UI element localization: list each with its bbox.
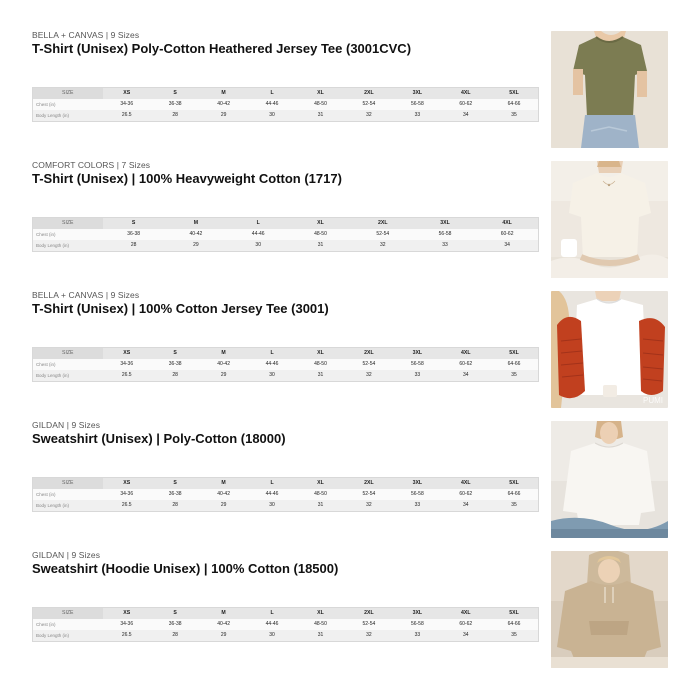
table-row <box>33 359 539 370</box>
size-column-header: 3XL <box>412 480 423 486</box>
table-cell: 31 <box>317 372 324 378</box>
table-cell: 60-62 <box>459 361 473 367</box>
table-cell: 28 <box>172 632 178 638</box>
table-cell: 32 <box>366 502 372 508</box>
table-cell: 29 <box>220 632 227 638</box>
row-label: Chest (in) <box>36 232 56 237</box>
table-cell: 35 <box>511 112 517 118</box>
table-cell: 40-42 <box>217 621 230 627</box>
table-row <box>33 99 539 110</box>
size-chart <box>32 477 539 512</box>
table-cell: 29 <box>220 372 227 378</box>
size-column-header: 5XL <box>509 480 519 486</box>
table-cell: 30 <box>269 112 275 118</box>
table-cell: 34 <box>463 632 469 638</box>
size-column-header: XS <box>123 610 131 616</box>
table-row <box>33 500 539 512</box>
product-title: T-Shirt (Unisex) | 100% Heavyweight Cotton (1717) <box>32 171 342 186</box>
row-label: Chest (in) <box>36 362 56 367</box>
table-cell: 48-50 <box>314 361 327 367</box>
size-label: SIZE <box>33 348 103 360</box>
size-header-row <box>33 88 539 100</box>
size-label: SIZE <box>33 218 103 230</box>
table-cell: 31 <box>317 502 324 508</box>
table-cell: 29 <box>220 112 227 118</box>
size-chart <box>32 217 539 252</box>
table-cell: 36-38 <box>168 101 182 107</box>
size-column-header: L <box>270 610 274 616</box>
table-cell: 48-50 <box>314 621 327 627</box>
product-title: Sweatshirt (Hoodie Unisex) | 100% Cotton (18500) <box>32 561 339 576</box>
table-cell: 30 <box>269 372 275 378</box>
table-cell: 29 <box>220 502 227 508</box>
table-cell: 44-46 <box>265 361 279 367</box>
size-column-header: XS <box>123 480 131 486</box>
row-label: Body Length (in) <box>36 243 70 248</box>
table-cell: 52-54 <box>362 101 376 107</box>
size-column-header: 2XL <box>364 350 374 356</box>
table-cell: 40-42 <box>217 361 230 367</box>
size-column-header: XL <box>317 480 324 486</box>
product-photo-sand-hoodie <box>551 551 668 668</box>
brand-line: BELLA + CANVAS | 9 Sizes <box>32 290 140 300</box>
row-label: Body Length (in) <box>36 113 70 118</box>
size-column-header: 4XL <box>502 220 512 226</box>
table-cell: 36-38 <box>168 361 182 367</box>
product-title: T-Shirt (Unisex) Poly-Cotton Heathered Jersey Tee (3001CVC) <box>32 41 412 56</box>
table-cell: 56-58 <box>410 621 424 627</box>
size-column-header: 4XL <box>461 350 471 356</box>
size-column-header: 5XL <box>509 90 519 96</box>
size-label: SIZE <box>33 88 103 100</box>
size-column-header: XL <box>317 220 324 226</box>
row-label: Chest (in) <box>36 622 56 627</box>
table-cell: 32 <box>366 372 372 378</box>
size-header-row <box>33 608 539 620</box>
size-column-header: S <box>131 220 136 226</box>
table-cell: 31 <box>317 632 324 638</box>
table-cell: 48-50 <box>314 491 327 497</box>
table-row <box>33 619 539 630</box>
table-cell: 34-36 <box>120 621 134 627</box>
table-cell: 64-66 <box>507 491 521 497</box>
table-cell: 32 <box>379 242 386 248</box>
photo-watermark: PUMI <box>643 396 663 405</box>
table-cell: 30 <box>269 502 275 508</box>
table-cell: 34 <box>504 242 510 248</box>
table-row <box>33 110 539 122</box>
table-cell: 40-42 <box>217 491 230 497</box>
table-row <box>33 370 539 382</box>
table-cell: 40-42 <box>217 101 230 107</box>
table-cell: 32 <box>366 632 372 638</box>
table-cell: 48-50 <box>314 101 327 107</box>
table-cell: 28 <box>172 502 178 508</box>
table-cell: 35 <box>511 632 517 638</box>
table-cell: 56-58 <box>410 491 424 497</box>
size-column-header: M <box>221 610 226 616</box>
row-label: Body Length (in) <box>36 633 70 638</box>
size-column-header: L <box>270 480 274 486</box>
size-column-header: 3XL <box>412 350 423 356</box>
table-cell: 31 <box>317 242 324 248</box>
table-cell: 33 <box>414 372 421 378</box>
size-column-header: L <box>270 90 274 96</box>
size-column-header: XS <box>123 350 131 356</box>
table-cell: 56-58 <box>410 101 424 107</box>
table-cell: 56-58 <box>410 361 424 367</box>
olive-tee-model-image <box>551 31 668 148</box>
size-column-header: L <box>270 350 274 356</box>
size-column-header: M <box>221 480 226 486</box>
size-chart <box>32 607 539 642</box>
size-column-header: 5XL <box>509 610 519 616</box>
product-3001cvc <box>0 24 700 154</box>
table-cell: 52-54 <box>362 361 376 367</box>
size-column-header: S <box>173 350 177 356</box>
size-header-row <box>33 348 539 360</box>
table-cell: 26.5 <box>121 632 132 638</box>
ivory-tee-model-image <box>551 161 668 278</box>
white-sweatshirt-model-image <box>551 421 668 538</box>
product-photo-ivory-tee <box>551 161 668 278</box>
table-cell: 31 <box>317 112 324 118</box>
table-cell: 30 <box>269 632 275 638</box>
table-cell: 26.5 <box>121 502 132 508</box>
table-cell: 40-42 <box>189 231 203 237</box>
brand-line: BELLA + CANVAS | 9 Sizes <box>32 30 140 40</box>
table-cell: 35 <box>511 502 517 508</box>
size-header-row <box>33 218 539 230</box>
product-photo-olive-tee <box>551 31 668 148</box>
table-cell: 52-54 <box>362 621 376 627</box>
size-column-header: 5XL <box>509 350 519 356</box>
row-label: Body Length (in) <box>36 503 70 508</box>
product-photo-white-sweatshirt <box>551 421 668 538</box>
table-cell: 33 <box>414 502 421 508</box>
table-cell: 60-62 <box>459 101 473 107</box>
product-18000 <box>0 414 700 544</box>
size-column-header: M <box>221 350 226 356</box>
table-cell: 26.5 <box>121 372 132 378</box>
table-cell: 48-50 <box>314 231 327 237</box>
row-label: Chest (in) <box>36 492 56 497</box>
table-cell: 26.5 <box>121 112 132 118</box>
product-18500 <box>0 544 700 674</box>
size-chart <box>32 87 539 122</box>
size-column-header: 4XL <box>461 610 471 616</box>
size-header-row <box>33 478 539 490</box>
size-column-header: 3XL <box>412 90 423 96</box>
table-cell: 33 <box>414 112 421 118</box>
size-column-header: L <box>256 220 260 226</box>
size-column-header: S <box>173 480 177 486</box>
table-cell: 36-38 <box>168 491 182 497</box>
product-1717 <box>0 154 700 284</box>
table-cell: 44-46 <box>265 101 279 107</box>
size-column-header: S <box>173 90 177 96</box>
table-row <box>33 229 539 240</box>
table-cell: 34 <box>463 372 469 378</box>
table-cell: 64-66 <box>507 621 521 627</box>
sand-hoodie-model-image <box>551 551 668 668</box>
table-cell: 34-36 <box>120 101 134 107</box>
table-cell: 34-36 <box>120 361 134 367</box>
table-cell: 36-38 <box>168 621 182 627</box>
table-cell: 44-46 <box>265 491 279 497</box>
product-photo-white-tee <box>551 291 668 408</box>
table-cell: 30 <box>255 242 261 248</box>
row-label: Body Length (in) <box>36 373 70 378</box>
table-cell: 36-38 <box>127 231 141 237</box>
table-cell: 28 <box>172 112 178 118</box>
size-column-header: 4XL <box>461 480 471 486</box>
size-column-header: 3XL <box>412 610 423 616</box>
table-cell: 60-62 <box>459 491 473 497</box>
size-column-header: XL <box>317 350 324 356</box>
size-column-header: 3XL <box>440 220 450 226</box>
size-label: SIZE <box>33 608 103 620</box>
table-cell: 60-62 <box>459 621 473 627</box>
size-column-header: 2XL <box>364 90 374 96</box>
size-column-header: XL <box>317 610 324 616</box>
white-tee-red-cardigan-model-image <box>551 291 668 408</box>
size-label: SIZE <box>33 478 103 490</box>
brand-line: COMFORT COLORS | 7 Sizes <box>32 160 151 170</box>
table-cell: 52-54 <box>362 491 376 497</box>
size-column-header: 2XL <box>364 480 374 486</box>
table-cell: 33 <box>414 632 421 638</box>
table-cell: 56-58 <box>438 231 452 237</box>
product-title: Sweatshirt (Unisex) | Poly-Cotton (18000) <box>32 431 286 446</box>
size-column-header: 2XL <box>364 610 374 616</box>
size-column-header: XS <box>123 90 131 96</box>
table-row <box>33 630 539 642</box>
table-cell: 52-54 <box>376 231 390 237</box>
table-cell: 33 <box>442 242 448 248</box>
product-3001 <box>0 284 700 414</box>
size-column-header: S <box>173 610 177 616</box>
size-column-header: XL <box>317 90 324 96</box>
brand-line: GILDAN | 9 Sizes <box>32 550 101 560</box>
table-cell: 64-66 <box>507 101 521 107</box>
brand-line: GILDAN | 9 Sizes <box>32 420 101 430</box>
table-cell: 29 <box>193 242 199 248</box>
table-cell: 28 <box>130 242 137 248</box>
table-cell: 34 <box>463 502 469 508</box>
table-cell: 28 <box>172 372 178 378</box>
size-column-header: M <box>221 90 226 96</box>
table-cell: 35 <box>511 372 517 378</box>
size-column-header: 4XL <box>461 90 471 96</box>
table-cell: 32 <box>366 112 372 118</box>
product-title: T-Shirt (Unisex) | 100% Cotton Jersey Tee (3001) <box>32 301 329 316</box>
row-label: Chest (in) <box>36 102 56 107</box>
table-cell: 60-62 <box>500 231 514 237</box>
table-cell: 64-66 <box>507 361 521 367</box>
table-cell: 34-36 <box>120 491 134 497</box>
table-cell: 34 <box>463 112 469 118</box>
table-cell: 44-46 <box>265 621 279 627</box>
size-column-header: M <box>193 220 199 226</box>
size-chart <box>32 347 539 382</box>
size-column-header: 2XL <box>378 220 388 226</box>
table-row <box>33 240 539 252</box>
table-cell: 44-46 <box>251 231 265 237</box>
table-row <box>33 489 539 500</box>
